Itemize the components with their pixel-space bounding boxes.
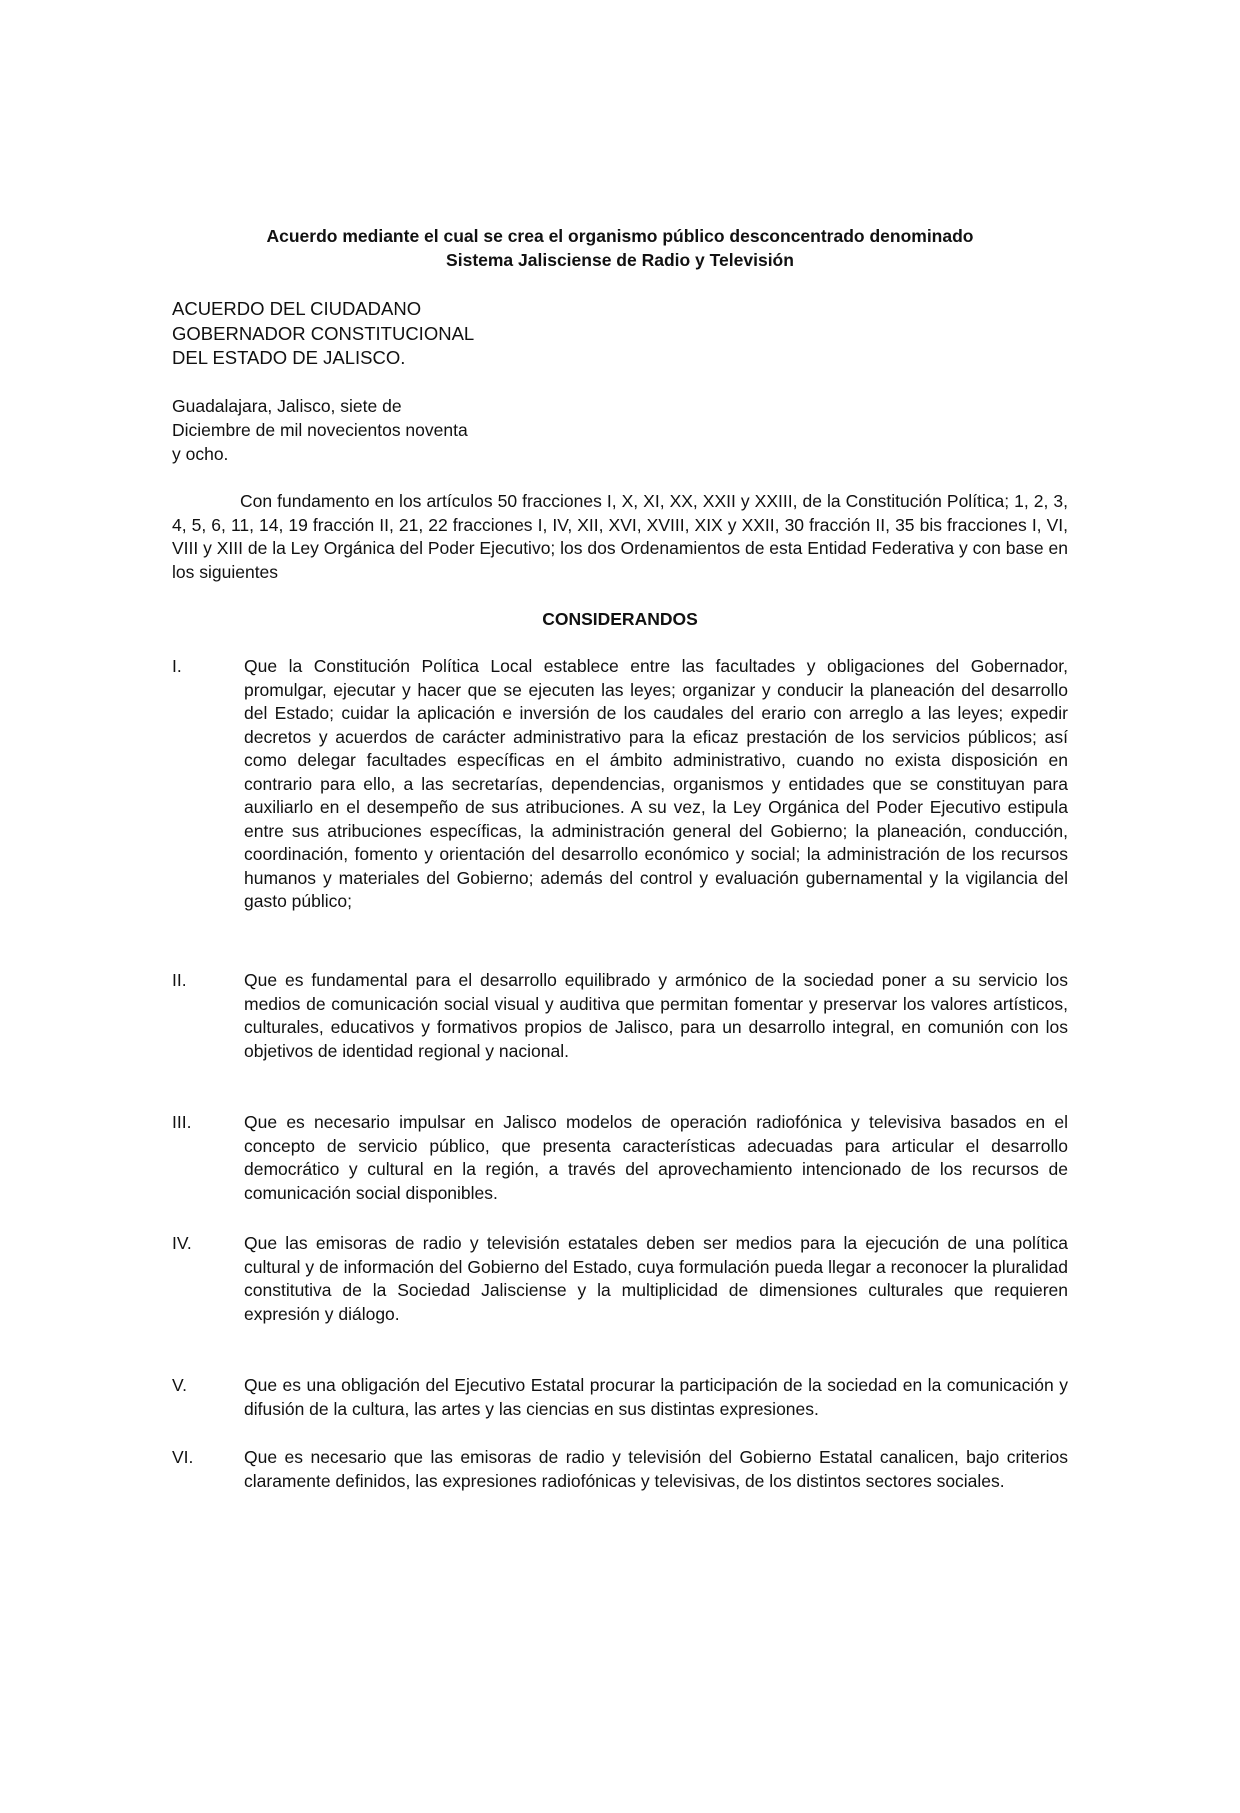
item-number: I.	[172, 656, 182, 676]
item-text: Que es fundamental para el desarrollo equilibrado y armónico de la sociedad poner a su servicio los medios de comunicación social visual y auditiva que permitan fomentar y preservar los valores artísticos, culturales, educativos y formativos propios de Jalisco, para un desarrollo integral, en comunión con los objetivos de identidad regional y nacional.	[244, 970, 1068, 1061]
header-line: ACUERDO DEL CIUDADANO	[172, 298, 422, 319]
title-line-1: Acuerdo mediante el cual se crea el organismo público desconcentrado denominado	[266, 226, 974, 246]
item-number: V.	[172, 1375, 187, 1395]
document-title	[172, 224, 1068, 272]
section-heading: CONSIDERANDOS	[542, 609, 698, 629]
date-line: y ocho.	[172, 444, 229, 464]
item-text: Que la Constitución Política Local establece entre las facultades y obligaciones del Gobernador, promulgar, ejecutar y hacer que se ejecuten las leyes; organizar y conducir la planeación del desarrollo del Estado; cuidar la aplicación e inversión de los caudales del erario con arreglo a las leyes; expedir decretos y acuerdos de carácter administrativo para la eficaz prestación de los servicios públicos; así como delegar facultades específicas en el ámbito administrativo, cuando no exista disposición en contrario para ello, a las secretarías, dependencias, organismos y entidades que se constituyan para auxiliarlo en el desempeño de sus atribuciones. A su vez, la Ley Orgánica del Poder Ejecutivo estipula entre sus atribuciones específicas, la administración general del Gobierno; la planeación, conducción, coordinación, fomento y orientación del desarrollo económico y social; la administración de los recursos humanos y materiales del Gobierno; además del control y evaluación gubernamental y la vigilancia del gasto público;	[244, 656, 1068, 911]
item-text: Que es necesario impulsar en Jalisco modelos de operación radiofónica y televisiva basados en el concepto de servicio público, que presenta características adecuadas para articular el desarrollo democrático y cultural en la región, a través del aprovechamiento intencionado de los recursos de comunicación social disponibles.	[244, 1112, 1068, 1203]
date-line: Guadalajara, Jalisco, siete de	[172, 396, 402, 416]
header-line: DEL ESTADO DE JALISCO.	[172, 347, 406, 368]
item-text: Que es una obligación del Ejecutivo Estatal procurar la participación de la sociedad en la comunicación y difusión de la cultura, las artes y las ciencias en sus distintas expresiones.	[244, 1375, 1068, 1419]
agreement-header	[172, 297, 474, 371]
item-number: II.	[172, 970, 187, 990]
intro-paragraph: Con fundamento en los artículos 50 fracciones I, X, XI, XX, XXII y XXIII, de la Constitución Política; 1, 2, 3, 4, 5, 6, 11, 14, 19 fracción II, 21, 22 fracciones I, IV, XII, XVI, XVIII, XIX y XXII, 30 fracción II, 35 bis fracciones I, VI, VIII y XIII de la Ley Orgánica del Poder Ejecutivo; los dos Ordenamientos de esta Entidad Federativa y con base en los siguientes	[172, 491, 1068, 582]
item-number: III.	[172, 1112, 192, 1132]
item-number: IV.	[172, 1233, 192, 1253]
item-text: Que las emisoras de radio y televisión estatales deben ser medios para la ejecución de una política cultural y de información del Gobierno del Estado, cuya formulación pueda llegar a reconocer la pluralidad constitutiva de la Sociedad Jalisciense y la multiplicidad de dimensiones culturales que requieren expresión y diálogo.	[244, 1233, 1068, 1324]
title-line-2: Sistema Jalisciense de Radio y Televisión	[446, 250, 794, 270]
date-line: Diciembre de mil novecientos noventa	[172, 420, 468, 440]
item-number: VI.	[172, 1447, 194, 1467]
place-date	[172, 394, 468, 466]
header-line: GOBERNADOR CONSTITUCIONAL	[172, 322, 475, 344]
item-text: Que es necesario que las emisoras de radio y televisión del Gobierno Estatal canalicen, bajo criterios claramente definidos, las expresiones radiofónicas y televisivas, de los distintos sectores sociales.	[244, 1447, 1068, 1491]
